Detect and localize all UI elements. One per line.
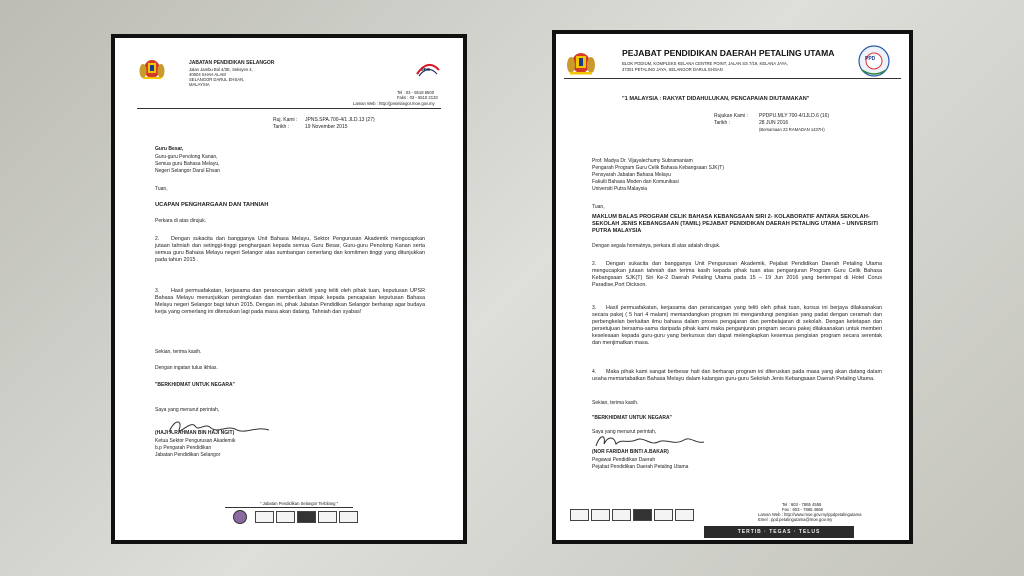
- cert-badge-icon: [591, 509, 610, 521]
- subject: MAKLUM BALAS PROGRAM CELIK BAHASA KEBANGSAAN SIRI 2- KOLABORATIF ANTARA SEKOLAH-SEKOLAH JENIS KEBANGSAAN (TAMIL) PEJABAT PENDIDIKAN DAERAH PETALING UTAMA – UNIVERSITI PUTRA MALAYSIA: [592, 214, 878, 234]
- salutation: Tuan,: [592, 204, 605, 210]
- para-4-number: 4.: [592, 369, 597, 375]
- order: Saya yang menurut perintah,: [155, 407, 220, 413]
- recipient-line-2: Guru-guru Penolong Kanan,: [155, 154, 218, 160]
- recipient-line-4: Fakulti Bahasa Moden dan Komunikasi: [592, 179, 679, 185]
- footer-band: TERTIB · TEGAS · TELUS: [704, 526, 854, 538]
- website: Laman Web : http://jpnselangor.moe.gov.my: [353, 101, 435, 106]
- subject: UCAPAN PENGHARGAAN DAN TAHNIAH: [155, 202, 269, 208]
- para-3: Hasil permuafakatan, kerjasama dan perancangan aktiviti yang teliti oleh pihak tuan, keputusan UPSR Bahasa Melayu menunjukkan peningkatan dan memberikan impak kepada pencapaian keputusan Bahasa Melayu negeri Selangor bagi tahun 2015. Dengan ini, pihak Jabatan Pendidikan Selangor berharap agar budaya kerja yang cemerlang ini diteruskan lagi pada masa akan datang. Tahniah dan syabas!: [155, 288, 425, 315]
- address-line-2: 40604 SHAH ALAM: [189, 72, 226, 77]
- closing: Dengan ingatan tulus ikhlas.: [155, 365, 218, 371]
- cert-badge-icon: [570, 509, 589, 521]
- date-value: 19 November 2015: [305, 124, 348, 130]
- ppd-logo-text: PPD: [865, 56, 876, 62]
- para-4: Maka pihak kami sangat berbesar hati dan berharap program ini diteruskan pada masa yang akan datang dalam usaha memartabatkan Bahasa Melayu dalam kalangan guru-guru Sekolah Jenis Kebangsaan Daerah Petaling Utama.: [592, 369, 882, 382]
- recipient-line-1: Guru Besar,: [155, 146, 184, 152]
- right-letter-frame: [552, 30, 913, 544]
- recipient-line-3: Pensyarah Jabatan Bahasa Melayu: [592, 172, 671, 178]
- right-letter-page: [556, 34, 909, 540]
- header-divider: [564, 78, 901, 79]
- order: Saya yang menurut perintah,: [592, 429, 657, 435]
- left-letter-page: [115, 38, 463, 540]
- recipient-line-3: Semua guru Bahasa Melayu,: [155, 161, 220, 167]
- ref-label: Rujukan Kami :: [714, 113, 748, 119]
- header-divider: [137, 108, 441, 109]
- signer-title-1: Ketua Sektor Pengurusan Akademik: [155, 438, 236, 444]
- thanks: Sekian, terima kasih.: [592, 400, 639, 406]
- para-2: Dengan sukacita dan bangganya Unit Bahasa Melayu, Sektor Pengurusan Akademik mengucapkan jutaan tahniah dan setinggi-tinggi penghargaan kepada semua Guru Besar, Guru-guru Penolong Kanan serta semua guru Bahasa Melayu negeri Selangor atas sumbangan cemerlang dan komitmen tinggi yang ditunjukkan pada tahun 2015 .: [155, 236, 425, 263]
- footer-web: Laman Web : http://www.moe.gov.my/ppdpetalingutama: [758, 512, 862, 517]
- signer-title-2: Pejabat Pendidikan Daerah Petaling Utama: [592, 464, 689, 470]
- recipient-line-4: Negeri Selangor Darul Ehsan: [155, 168, 221, 174]
- date-label: Tarikh :: [714, 120, 731, 126]
- footer-slogan: " Jabatan Pendidikan Selangor Terbilang ": [260, 501, 339, 506]
- cert-badge-icon: [339, 511, 358, 523]
- cert-badge-icon: [654, 509, 673, 521]
- fax: Faks : 03 - 5510 2133: [397, 95, 438, 100]
- cert-badge-icon: [297, 511, 316, 523]
- cert-badge-icon: [318, 511, 337, 523]
- cert-badge-icon: [255, 511, 274, 523]
- footer-divider: [225, 507, 353, 508]
- footer-seal-icon: [233, 510, 247, 524]
- salutation: Tuan,: [155, 186, 168, 192]
- date-value: 28 JUN 2016: [759, 120, 789, 126]
- malaysia-crest-icon: [139, 58, 165, 80]
- para-2-number: 2.: [155, 236, 160, 242]
- motto: "BERKHIDMAT UNTUK NEGARA": [155, 382, 235, 388]
- org-name: JABATAN PENDIDIKAN SELANGOR: [189, 60, 275, 66]
- motto: "BERKHIDMAT UNTUK NEGARA": [592, 415, 672, 421]
- recipient-line-5: Universiti Putra Malaysia: [592, 186, 648, 192]
- org-name: PEJABAT PENDIDIKAN DAERAH PETALING UTAMA: [622, 48, 835, 58]
- jps-logo-text: JPS: [421, 68, 431, 73]
- left-letter-frame: [111, 34, 467, 544]
- para-3: Hasil permuafakatan, kerjasama dan perancangan yang teliti oleh pihak tuan, kursus ini berjaya dilaksanakan secara pakej ( 5 hari 4 malam) memandangkan program ini mengandungi pengisian yang padat dengan ceramah dan perbengkelan berkaitan ilmu bahasa dalam proses pengajaran dan pembelajaran di sekolah. Dengan ketetapan dan persetujuan bersama-sama daripada pihak kami maka penganjuran program secara pakej dilaksanakan untuk memberi keselesaan kepada guru-guru yang berkursus dan dapat melengkapkan kesemua pengisian program secara serentak dan menjimatkan masa.: [592, 305, 882, 346]
- slogan: "1 MALAYSIA : RAKYAT DIDAHULUKAN, PENCAPAIAN DIUTAMAKAN": [622, 96, 810, 102]
- address-line-1: BLOK PODIUM, KOMPLEKS KELANA CENTRE POINT, JALAN SS 7/19, KELANA JAYA,: [622, 61, 789, 66]
- para-2: Dengan sukacita dan bangganya Unit Pengurusan Akademik, Pejabat Pendidikan Daerah Petaling Utama mengucapkan jutaan tahniah dan terima kasih kepada pihak tuan atas penganjuran Program Guru Celik Bahasa Kebangsaan SJK(T) Siri Ke-2 Daerah Petaling Utama pada 15 – 19 Jun 2016 yang bertempat di Hotel Corus Paradise,Port Dickson.: [592, 261, 882, 288]
- para-2-number: 2.: [592, 261, 597, 267]
- recipient-line-2: Pengarah Program Guru Celik Bahasa Kebangsaan SJK(T): [592, 165, 725, 171]
- malaysia-crest-icon: [566, 50, 596, 76]
- signer-name: (NOR FARIDAH BINTI A.BAKAR): [592, 449, 669, 455]
- date-label: Tarikh :: [273, 124, 290, 130]
- intro: Dengan segala hormatnya, perkara di atas adalah dirujuk.: [592, 243, 721, 249]
- recipient-line-1: Prof. Madya Dr. Vijayalechumy Subramaniam: [592, 158, 693, 164]
- ref-number: JPNS.SPA.700-4/1 JLD.13 (27): [305, 117, 375, 123]
- footer-email: Emel : ppd.petalingutama@moe.gov.my: [758, 517, 833, 522]
- cert-badge-icon: [633, 509, 652, 521]
- signer-title-1: Pegawai Pendidikan Daerah: [592, 457, 656, 463]
- footer-tel: Tel : 603 - 7865 4555: [782, 502, 822, 507]
- footer-fax: Fax : 603 - 7865 4666: [782, 507, 823, 512]
- signer-name: (HAJI A.RAHMAN BIN HAJI NGIT): [155, 430, 235, 436]
- address-line-4: MALAYSIA: [189, 82, 210, 87]
- para-3-number: 3.: [592, 305, 597, 311]
- cert-badge-icon: [276, 511, 295, 523]
- signer-title-3: Jabatan Pendidikan Selangor: [155, 452, 221, 458]
- address-line-1: Jalan Jambu Bol 4/3E, Seksyen 4,: [189, 67, 253, 72]
- ref-label: Ruj. Kami :: [273, 117, 298, 123]
- address-line-3: SELANGOR DARUL EHSAN,: [189, 77, 245, 82]
- tel: Tel : 03 - 5518 6500: [397, 90, 435, 95]
- intro: Perkara di atas dirujuk.: [155, 218, 207, 224]
- ref-number: PPDPU.MLY 700-4/1JLD.6 (16): [759, 113, 830, 119]
- cert-badge-icon: [612, 509, 631, 521]
- address-line-2: 47301 PETALING JAYA, SELANGOR DARUL EHSAN: [622, 67, 723, 72]
- hijri-date: (Bersamaan 23 RAMADAN 1437H): [759, 127, 825, 132]
- signer-title-2: b.p Pengarah Pendidikan: [155, 445, 212, 451]
- cert-badge-icon: [675, 509, 694, 521]
- thanks: Sekian, terima kasih.: [155, 349, 202, 355]
- para-3-number: 3.: [155, 288, 160, 294]
